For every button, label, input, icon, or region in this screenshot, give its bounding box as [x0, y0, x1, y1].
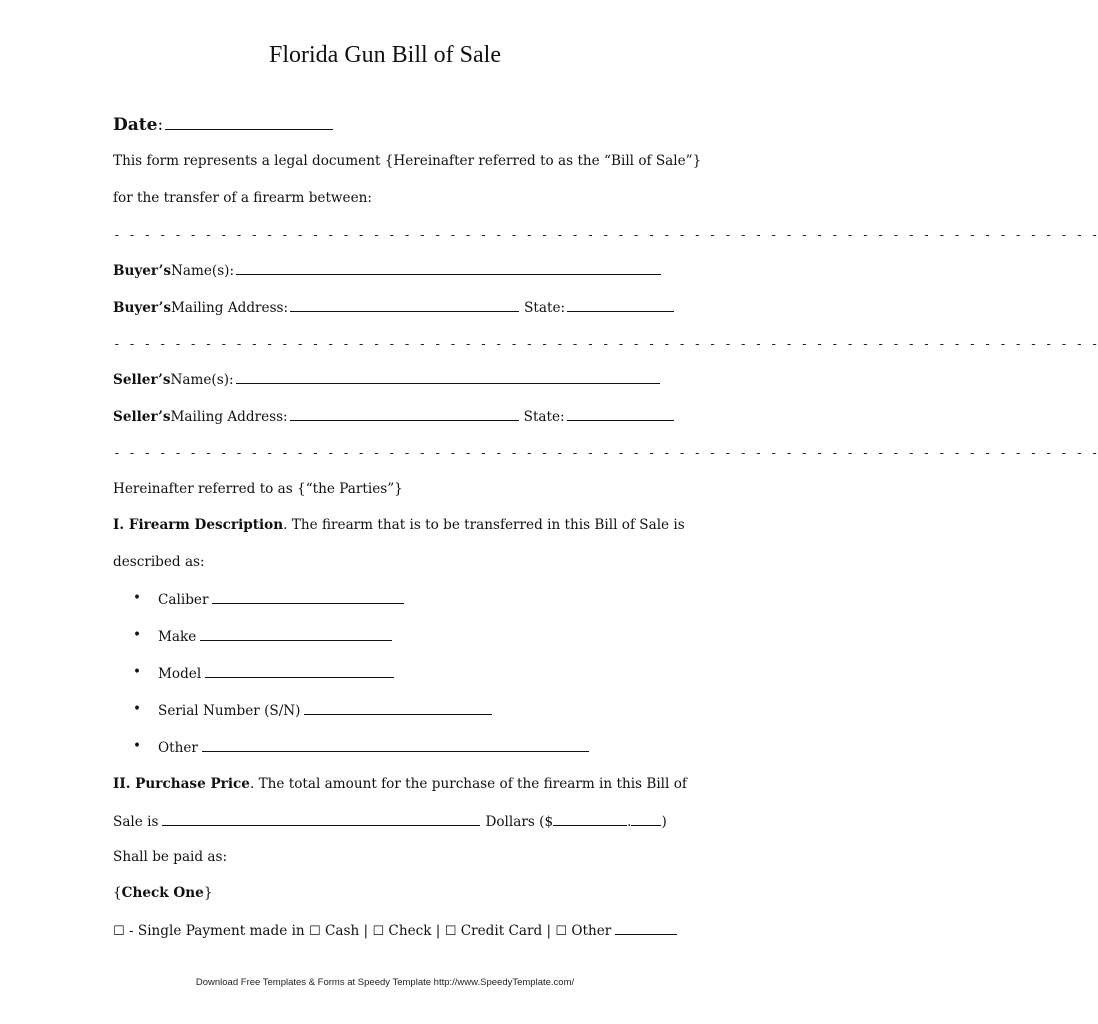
- seller-address-bold: Seller’s: [113, 409, 171, 425]
- make-label: Make: [158, 629, 197, 645]
- seller-state-field[interactable]: [567, 408, 674, 421]
- section-2-text: . The total amount for the purchase of the firearm in this Bill of: [249, 776, 687, 792]
- cents-dot: .: [627, 814, 632, 830]
- caliber-line: [158, 591, 404, 608]
- bullet-icon: •: [133, 701, 142, 717]
- bullet-icon: •: [133, 590, 142, 606]
- buyer-address-line: [113, 299, 674, 316]
- buyer-address-field[interactable]: [290, 299, 519, 312]
- date-colon: :: [157, 115, 164, 135]
- seller-address-label: Mailing Address:: [170, 409, 288, 425]
- caliber-field[interactable]: [212, 591, 404, 604]
- section-1-text: . The firearm that is to be transferred in this Bill of Sale is: [283, 517, 685, 533]
- buyer-name-label: Name(s):: [170, 263, 235, 279]
- seller-address-line: [113, 408, 674, 425]
- make-line: [158, 628, 392, 645]
- other-checkbox[interactable]: ☐: [555, 924, 568, 939]
- intro-line-1: This form represents a legal document {Hereinafter referred to as the “Bill of Sale”}: [113, 153, 702, 169]
- cents-field[interactable]: [631, 813, 661, 826]
- buyer-address-label: Mailing Address:: [170, 300, 289, 316]
- check-open: {: [113, 885, 122, 901]
- paid-as-text: Shall be paid as:: [113, 849, 228, 865]
- check-label: Check |: [384, 923, 445, 939]
- buyer-address-bold: Buyer’s: [113, 300, 171, 316]
- single-payment-label: - Single Payment made in: [124, 923, 310, 939]
- serial-field[interactable]: [304, 702, 492, 715]
- check-close: }: [203, 885, 213, 901]
- other-payment-field[interactable]: [615, 922, 677, 935]
- parties-text: Hereinafter referred to as {“the Parties”}: [113, 481, 403, 497]
- payment-options-line: [113, 922, 677, 939]
- date-label: Date: [113, 115, 158, 135]
- intro-line-2: for the transfer of a firearm between:: [113, 190, 372, 206]
- other-label: Other: [158, 740, 198, 756]
- seller-address-field[interactable]: [290, 408, 519, 421]
- separator-1: - - - - - - - - - - - - - - - - - - - - - - - - - - - - - - - - - - - - - - - - - - - - - - - - - - - - - - - - - - - - - - - - -: [113, 227, 1098, 242]
- footer-text: Download Free Templates & Forms at Speedy Template http://www.SpeedyTemplate.com/: [195, 977, 575, 988]
- bullet-icon: •: [133, 627, 142, 643]
- serial-line: [158, 702, 492, 719]
- buyer-state-label: State:: [524, 300, 566, 316]
- buyer-label: Buyer’s: [113, 263, 171, 279]
- bullet-icon: •: [133, 738, 142, 754]
- seller-name-label: Name(s):: [170, 372, 234, 388]
- model-line: [158, 665, 394, 682]
- model-label: Model: [158, 666, 202, 682]
- sale-amount-line: [113, 813, 667, 830]
- section-1-line: [113, 517, 685, 533]
- cash-label: Cash |: [320, 923, 373, 939]
- sale-amount-words-field[interactable]: [162, 813, 480, 826]
- dollars-field[interactable]: [553, 813, 627, 826]
- cash-checkbox[interactable]: ☐: [309, 924, 321, 939]
- close-paren: ): [661, 814, 667, 830]
- credit-card-checkbox[interactable]: ☐: [444, 924, 457, 939]
- buyer-name-field[interactable]: [236, 262, 661, 275]
- seller-label: Seller’s: [113, 372, 171, 388]
- other-line: [158, 739, 589, 756]
- document-title: Florida Gun Bill of Sale: [269, 42, 501, 68]
- bullet-icon: •: [133, 664, 142, 680]
- seller-name-line: [113, 371, 660, 388]
- section-1-heading: I. Firearm Description: [113, 517, 284, 533]
- buyer-state-field[interactable]: [567, 299, 674, 312]
- sale-is-label: Sale is: [113, 814, 159, 830]
- buyer-name-line: [113, 262, 661, 279]
- caliber-label: Caliber: [158, 592, 209, 608]
- section-2-heading: II. Purchase Price: [113, 776, 250, 792]
- check-one-label: Check One: [121, 885, 204, 901]
- credit-card-label: Credit Card |: [456, 923, 556, 939]
- check-checkbox[interactable]: ☐: [372, 924, 385, 939]
- section-1-text-2: described as:: [113, 554, 205, 570]
- separator-3: - - - - - - - - - - - - - - - - - - - - - - - - - - - - - - - - - - - - - - - - - - - - - - - - - - - - - - - - - - - - - - - - -: [113, 445, 1098, 460]
- model-field[interactable]: [205, 665, 394, 678]
- dollars-label: Dollars ($: [485, 814, 554, 830]
- seller-state-label: State:: [523, 409, 565, 425]
- check-one-line: [113, 885, 212, 901]
- section-2-line: [113, 776, 687, 792]
- make-field[interactable]: [200, 628, 392, 641]
- single-payment-checkbox[interactable]: ☐: [113, 924, 125, 939]
- date-line: [113, 115, 333, 135]
- date-field[interactable]: [165, 117, 333, 130]
- other-field[interactable]: [202, 739, 589, 752]
- serial-label: Serial Number (S/N): [158, 703, 301, 719]
- seller-name-field[interactable]: [236, 371, 660, 384]
- other-payment-label: Other: [567, 923, 612, 939]
- separator-2: - - - - - - - - - - - - - - - - - - - - - - - - - - - - - - - - - - - - - - - - - - - - - - - - - - - - - - - - - - - - - - - - -: [113, 336, 1098, 351]
